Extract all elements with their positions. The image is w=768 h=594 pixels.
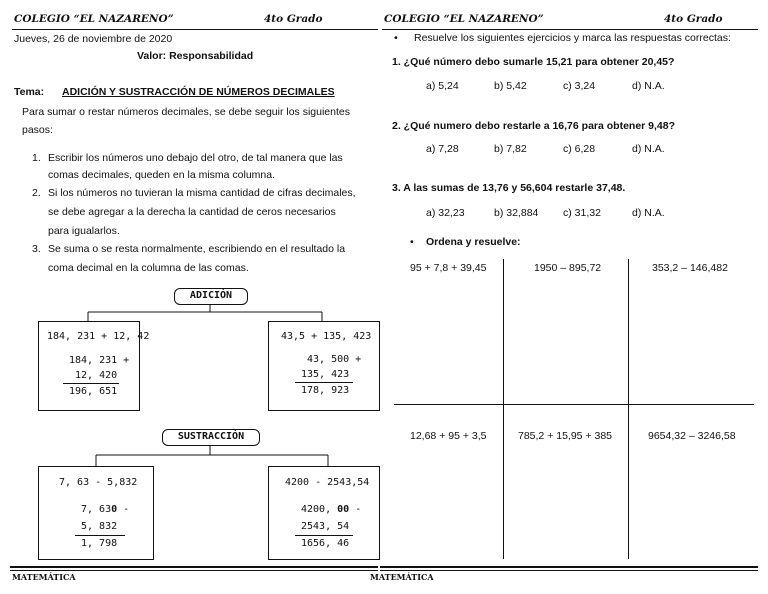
option[interactable]: b) 7,82 xyxy=(494,143,527,155)
added-zeros: 00 xyxy=(337,504,350,515)
option[interactable]: c) 6,28 xyxy=(563,143,596,155)
tema-label: Tema: xyxy=(14,86,45,98)
sum-line xyxy=(295,382,353,383)
date: Jueves, 26 de noviembre de 2020 xyxy=(14,33,173,45)
step-text: se debe agregar a la derecha la cantidad de ceros necesarios xyxy=(48,206,336,218)
example-expression: 7, 63 - 5,832 xyxy=(59,477,138,488)
option[interactable]: b) 5,42 xyxy=(494,80,527,92)
intro-line-2: pasos: xyxy=(22,124,53,136)
option[interactable]: d) N.A. xyxy=(632,80,665,92)
option[interactable]: d) N.A. xyxy=(632,207,665,219)
exercise-cell: 95 + 7,8 + 39,45 xyxy=(410,262,487,274)
exercise-cell: 1950 – 895,72 xyxy=(534,262,602,274)
option[interactable]: c) 3,24 xyxy=(563,80,596,92)
example-result: 196, 651 xyxy=(69,386,118,397)
left-footer-rule-thin xyxy=(10,570,378,571)
difference-line xyxy=(75,535,125,536)
example-number-1: 184, 231 + xyxy=(69,355,130,366)
right-header-grade: 4to Grado xyxy=(664,13,723,25)
step-text: comas decimales, queden en la misma columna. xyxy=(48,169,276,181)
step-number: 1. xyxy=(32,152,41,164)
option[interactable]: a) 32,23 xyxy=(426,207,465,219)
step-number: 3. xyxy=(32,243,41,255)
left-footer-rule xyxy=(10,566,378,568)
right-footer-rule-thin xyxy=(380,570,758,571)
number-part: 7, 63 xyxy=(81,504,112,515)
example-number-2: 12, 420 xyxy=(75,370,118,381)
subtraction-title: SUSTRACCIÓN xyxy=(162,429,260,446)
right-footer: MATEMÁTICA xyxy=(370,572,434,582)
example-number-1 xyxy=(81,504,129,515)
step-text: coma decimal en la columna de las comas. xyxy=(48,262,249,274)
step-text: Se suma o se resta normalmente, escribiendo en el resultado la xyxy=(48,243,346,255)
step-text: Escribir los números uno debajo del otro, de tal manera que las xyxy=(48,152,343,164)
left-header-grade: 4to Grado xyxy=(264,13,323,25)
example-expression: 184, 231 + 12, 42 xyxy=(47,331,150,342)
example-expression: 4200 - 2543,54 xyxy=(285,477,370,488)
option[interactable]: d) N.A. xyxy=(632,143,665,155)
option[interactable]: c) 31,32 xyxy=(563,207,601,219)
number-part: 4200, xyxy=(301,504,338,515)
subtraction-example-1 xyxy=(38,466,154,560)
example-number-2: 135, 423 xyxy=(301,369,350,380)
intro-line-1: Para sumar o restar números decimales, se debe seguir los siguientes xyxy=(22,106,350,118)
bullet-icon: • xyxy=(410,236,414,248)
exercise-cell: 12,68 + 95 + 3,5 xyxy=(410,430,487,442)
example-number-1 xyxy=(301,504,361,515)
right-header-rule xyxy=(382,29,758,30)
option[interactable]: a) 5,24 xyxy=(426,80,459,92)
step-text: para igualarlos. xyxy=(48,225,120,237)
example-result: 1656, 46 xyxy=(301,538,350,549)
grid-divider-vertical-1 xyxy=(503,259,504,559)
question-text: 1. ¿Qué número debo sumarle 15,21 para obtener 20,45? xyxy=(392,56,675,68)
example-result: 178, 923 xyxy=(301,385,350,396)
difference-line xyxy=(295,535,353,536)
step-text: Si los números no tuvieran la misma cantidad de cifras decimales, xyxy=(48,187,356,199)
example-number-2: 2543, 54 xyxy=(301,521,350,532)
value-text: Valor: Responsabilidad xyxy=(137,50,254,62)
grid-divider-vertical-2 xyxy=(628,259,629,559)
subtraction-example-2 xyxy=(268,466,380,560)
right-header-school: COLEGIO “EL NAZARENO” xyxy=(384,13,544,25)
question-text: 3. A las sumas de 13,76 y 56,604 restarle 37,48. xyxy=(392,182,626,194)
exercise-cell: 785,2 + 15,95 + 385 xyxy=(518,430,613,442)
step-number: 2. xyxy=(32,187,41,199)
addition-title: ADICIÓN xyxy=(174,288,248,305)
exercise-cell: 353,2 – 146,482 xyxy=(652,262,728,274)
example-number-1: 43, 500 + xyxy=(307,354,362,365)
example-result: 1, 798 xyxy=(81,538,118,549)
bullet-icon: • xyxy=(394,32,398,44)
exercise-cell: 9654,32 – 3246,58 xyxy=(648,430,736,442)
option[interactable]: b) 32,884 xyxy=(494,207,539,219)
instruction: Resuelve los siguientes ejercicios y marca las respuestas correctas: xyxy=(414,32,731,44)
addition-example-1 xyxy=(38,321,150,411)
left-header-school: COLEGIO “EL NAZARENO” xyxy=(14,13,174,25)
grid-divider-horizontal xyxy=(394,404,754,405)
question-text: 2. ¿Qué numero debo restarle a 16,76 para obtener 9,48? xyxy=(392,120,676,132)
addition-example-2 xyxy=(268,321,380,411)
sum-line xyxy=(63,383,119,384)
minus-sign: - xyxy=(117,504,130,515)
left-footer: MATEMÁTICA xyxy=(12,572,76,582)
example-expression: 43,5 + 135, 423 xyxy=(281,331,372,342)
added-zero: 0 xyxy=(111,504,118,515)
example-number-2: 5, 832 xyxy=(81,521,118,532)
tema-title: ADICIÓN Y SUSTRACCIÓN DE NÚMEROS DECIMALES xyxy=(62,86,335,98)
option[interactable]: a) 7,28 xyxy=(426,143,459,155)
minus-sign: - xyxy=(349,504,362,515)
ordena-heading: Ordena y resuelve: xyxy=(426,236,521,248)
right-footer-rule xyxy=(380,566,758,568)
